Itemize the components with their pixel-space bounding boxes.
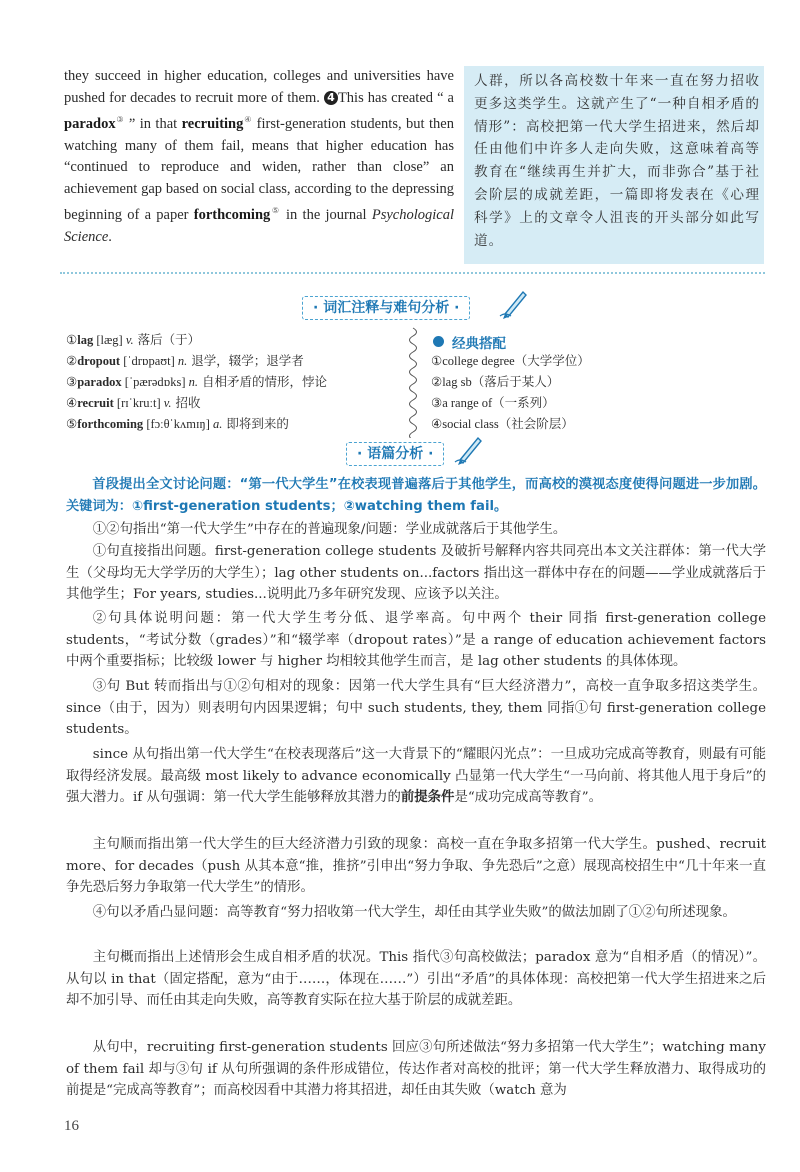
spiral-binding-icon xyxy=(404,326,422,438)
vocab-definition: 落后（于） xyxy=(133,332,201,347)
vocab-word-recruiting: recruiting xyxy=(181,116,244,133)
analysis-paragraph xyxy=(66,744,766,809)
passage-text: This has created “ a xyxy=(337,89,454,106)
vocab-phonetic: [rɪˈkruːt] xyxy=(113,396,164,410)
collocation-item: ④social class（社会阶层） xyxy=(431,417,574,431)
passage-text: ” in that xyxy=(124,116,182,133)
page-number: 16 xyxy=(64,1118,79,1134)
collocation-item: ③a range of（一系列） xyxy=(431,396,555,410)
vocab-word: dropout xyxy=(77,354,121,368)
vocab-num: ① xyxy=(66,333,78,347)
analysis-paragraph: ①②句指出“第一代大学生”中存在的普遍现象/问题：学业成就落后于其他学生。 xyxy=(92,522,567,537)
vocab-num: ② xyxy=(66,354,78,368)
vocab-pos: v. xyxy=(125,333,134,347)
analysis-emphasis: 前提条件 xyxy=(400,789,455,806)
footnote-marker: ⑤ xyxy=(270,206,281,216)
analysis-paragraph: 主句概而指出上述情形会生成自相矛盾的状况。This 指代③句高校做法；paradox 意为“自相矛盾（的情况）”。从句以 in that（固定搭配，意为“由于……，体现在……”）引出“矛盾”的具体体现：高校把第一代大学生招进来之后却不加引导、而任由其走向失败，高等教育实际在拉大基于阶层的成就差距。 xyxy=(66,950,766,1009)
vocab-phonetic: [ˈpærədɒks] xyxy=(121,375,189,389)
vocab-phonetic: [læg] xyxy=(93,333,126,347)
vocab-item xyxy=(66,393,396,413)
vocab-pos: v. xyxy=(163,396,172,410)
vocab-definition: 自相矛盾的情形，悖论 xyxy=(197,374,327,389)
vocab-pos: a. xyxy=(212,417,223,431)
vocab-word: forthcoming xyxy=(77,417,144,431)
vocab-phonetic: [fɔːθˈkʌmɪŋ] xyxy=(143,417,213,431)
collocation-item: ①college degree（大学学位） xyxy=(431,354,590,368)
discourse-section-header: · 语篇分析 · xyxy=(346,442,444,466)
vocab-num: ③ xyxy=(66,375,78,389)
pen-icon xyxy=(497,286,531,320)
vocab-definition: 退学，辍学；退学者 xyxy=(187,353,304,368)
vocab-word: paradox xyxy=(77,375,122,389)
analysis-paragraph: ③句 But 转而指出与①②句相对的现象：因第一代大学生具有“巨大经济潜力”，高校一直争取多招这类学生。since（由于，因为）则表明句内因果逻辑；句中 such students, they, them 同指①句 first-generation college students。 xyxy=(66,679,766,738)
vocab-definition: 即将到来的 xyxy=(222,416,289,431)
analysis-paragraph: 从句中，recruiting first-generation students 回应③句所述做法“努力多招第一代大学生”；watching many of them fail 却与③句 if 从句所强调的条件形成错位，传达作者对高校的批评；第一代大学生释放潜力、取得成功的前提是“完成高等教育”；而高校因看中其潜力将其招进，却任由其失败（watch 意为 xyxy=(66,1040,766,1099)
translation-text: 人群，所以各高校数十年来一直在努力招收更多这类学生。这就产生了“一种自相矛盾的情形”：高校把第一代大学生招进来，然后却任由他们中许多人走向失败，这意味着高等教育在“继续再生并扩大，而非弥合”基于社会阶层的成就差距，一篇即将发表在《心理科学》上的文章令人沮丧的开头部分如此写道。 xyxy=(474,73,760,249)
analysis-paragraph: ①句直接指出问题。first-generation college students 及破折号解释内容共同亮出本文关注群体：第一代大学生（父母均无大学学历的大学生）；lag other students on...factors 指出这一群体中存在的问题——学业成就落后于其他学生；For years, studies...说明此乃多年研究发现、应该予以关注。 xyxy=(66,544,766,603)
analysis-paragraph: ②句具体说明问题：第一代大学生考分低、退学率高。句中两个 their 同指 first-generation college students，“考试分数（grades）”和“辍学率（dropout rates）”是 a range of education achievement factors 中两个重要指标；比较级 lower 与 higher 均相较其他学生而言，是 lag other students 的具体体现。 xyxy=(66,611,766,670)
passage-text: . xyxy=(108,228,112,245)
passage-text: first-generation students, but then watching many of them fail, means that higher education has “continued to reproduce and widen, rather than close” an achievement gap based on social class, according to the depressing beginning of a paper xyxy=(64,116,454,224)
passage-sentence-3: they succeed in higher education, colleges and universities have pushed for decades to recruit more of them. xyxy=(64,68,454,106)
pen-icon xyxy=(452,432,486,466)
vocab-item xyxy=(66,351,396,371)
dotted-divider xyxy=(60,272,765,274)
analysis-intro: 首段提出全文讨论问题：“第一代大学生”在校表现普遍落后于其他学生，而高校的漠视态度使得问题进一步加剧。关键词为：①first-generation students；②watching them fail。 xyxy=(66,477,766,514)
analysis-text: since 从句指出第一代大学生“在校表现落后”这一大背景下的“耀眼闪光点”：一旦成功完成高等教育，则最有可能取得经济发展。最高级 most likely to advance economically 凸显第一代大学生“一马向前、将其他人甩于身后”的强大潜力。if 从句强调：第一代大学生能够释放其潜力的 xyxy=(66,747,766,806)
collocation-title: 经典搭配 xyxy=(452,336,506,352)
vocab-pos: n. xyxy=(177,354,188,368)
vocab-section-header: · 词汇注释与难句分析 · xyxy=(302,296,470,320)
vocab-item xyxy=(66,330,396,350)
analysis-paragraph: 主句顺而指出第一代大学生的巨大经济潜力引致的现象：高校一直在争取多招第一代大学生。pushed、recruit more、for decades（push 从其本意“推，推挤”引申出“努力争取、争先恐后”之意）展现高校招生中“几十年来一直争先恐后努力争取第一代大学生”的情形。 xyxy=(66,837,766,896)
analysis-text: 是“成功完成高等教育”。 xyxy=(454,790,603,806)
footnote-marker: ③ xyxy=(115,115,125,125)
vocab-word-paradox: paradox xyxy=(64,116,116,133)
vocab-word: lag xyxy=(77,333,94,347)
vocab-num: ④ xyxy=(66,396,78,410)
vocab-num: ⑤ xyxy=(66,417,78,431)
vocab-item xyxy=(66,372,396,392)
vocab-word-forthcoming: forthcoming xyxy=(193,207,271,224)
analysis-paragraph: ④句以矛盾凸显问题：高等教育“努力招收第一代大学生，却任由其学业失败”的做法加剧了①②句所述现象。 xyxy=(92,905,736,920)
collocation-item: ②lag sb（落后于某人） xyxy=(431,375,560,389)
english-passage xyxy=(64,66,454,248)
sentence-marker-4: 4 xyxy=(324,91,338,105)
vocab-pos: n. xyxy=(188,375,198,389)
passage-text: in the journal xyxy=(280,207,372,224)
vocab-word: recruit xyxy=(77,396,114,410)
journal-name: Psychological Science xyxy=(64,207,454,245)
bullet-dot-icon xyxy=(433,336,444,347)
vocab-item xyxy=(66,414,396,434)
vocab-definition: 招收 xyxy=(171,395,201,410)
footnote-marker: ④ xyxy=(243,115,253,125)
vocab-phonetic: [ˈdrɒpaʊt] xyxy=(120,354,178,368)
